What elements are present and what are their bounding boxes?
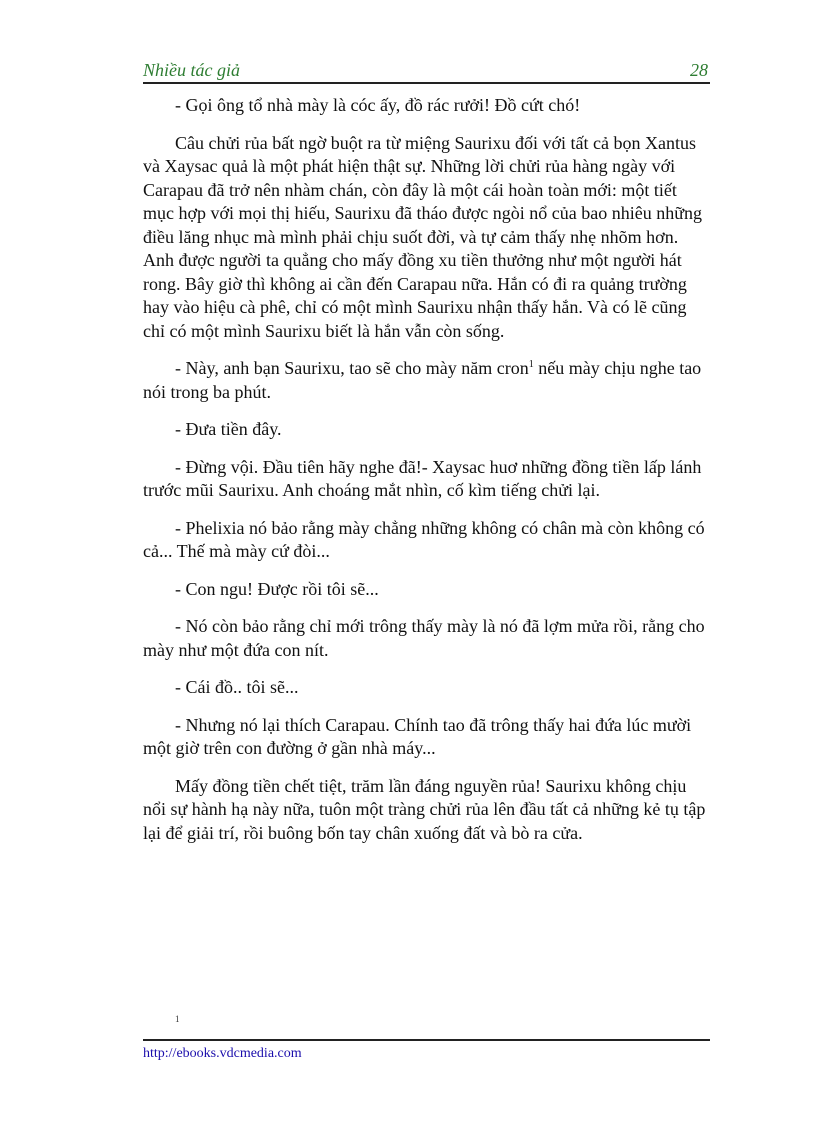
- paragraph: Câu chửi rủa bất ngờ buột ra từ miệng Saurixu đối với tất cả bọn Xantus và Xaysac quả là một phát hiện thật sự. Những lời chửi rủa hàng ngày với Carapau đã trở nên nhàm chán, còn đây là một cái hoàn toàn mới: một tiết mục hợp với mọi thị hiếu, Saurixu đã tháo được ngòi nổ của bao nhiêu những điều lăng nhục mà mình phải chịu suốt đời, và tự cảm thấy nhẹ nhõm hơn. Anh được người ta quẳng cho mấy đồng xu tiền thưởng như một người hát rong. Bây giờ thì không ai cần đến Carapau nữa. Hắn có đi ra quảng trường hay vào hiệu cà phê, chỉ có một mình Saurixu nhận thấy hắn. Và có lẽ cũng chỉ có một mình Saurixu biết là hắn vẫn còn sống.: [143, 132, 702, 341]
- paragraph: - Phelixia nó bảo rằng mày chẳng những không có chân mà còn không có cả... Thế mà mày cứ đòi...: [143, 517, 705, 561]
- footer-url-link[interactable]: http://ebooks.vdcmedia.com: [143, 1046, 302, 1061]
- paragraph: - Cái đồ.. tôi sẽ...: [175, 677, 299, 697]
- footer-divider: [143, 1039, 710, 1041]
- paragraph: - Đừng vội. Đầu tiên hãy nghe đã!- Xaysac huơ những đồng tiền lấp lánh trước mũi Saurixu. Anh choáng mắt nhìn, cố kìm tiếng chửi lại.: [143, 456, 702, 500]
- paragraph: - Đưa tiền đây.: [175, 419, 282, 439]
- footnote: [175, 1014, 180, 1024]
- paragraph: - Con ngu! Được rồi tôi sẽ...: [175, 578, 379, 599]
- footnote-mark: 1: [175, 1014, 180, 1024]
- paragraph-with-footnote: [143, 357, 710, 404]
- footnote-reference[interactable]: 1: [528, 359, 534, 370]
- page-body: [143, 94, 710, 859]
- paragraph-text: nếu mày chịu nghe tao nói trong ba phút.: [143, 358, 702, 402]
- paragraph: - Nó còn bảo rằng chỉ mới trông thấy mày là nó đã lợm mửa rồi, rằng cho mày như một đứa con nít.: [143, 616, 705, 660]
- paragraph-text: - Này, anh bạn Saurixu, tao sẽ cho mày năm cron: [175, 358, 529, 378]
- paragraph: Mấy đồng tiền chết tiệt, trăm lần đáng nguyền rủa! Saurixu không chịu nổi sự hành hạ này nữa, tuôn một tràng chửi rủa lên đầu tất cả những kẻ tụ tập lại để giải trí, rồi buông bốn tay chân xuống đất và bò ra cửa.: [143, 775, 706, 843]
- paragraph: - Nhưng nó lại thích Carapau. Chính tao đã trông thấy hai đứa lúc mười một giờ trên con đường ở gần nhà máy...: [143, 714, 692, 758]
- book-title: Nhiều tác giả: [143, 60, 240, 80]
- page-number: 28: [690, 60, 708, 80]
- page-header: [143, 58, 710, 84]
- paragraph: - Gọi ông tổ nhà mày là cóc ấy, đồ rác rưởi! Đồ cứt chó!: [175, 95, 581, 115]
